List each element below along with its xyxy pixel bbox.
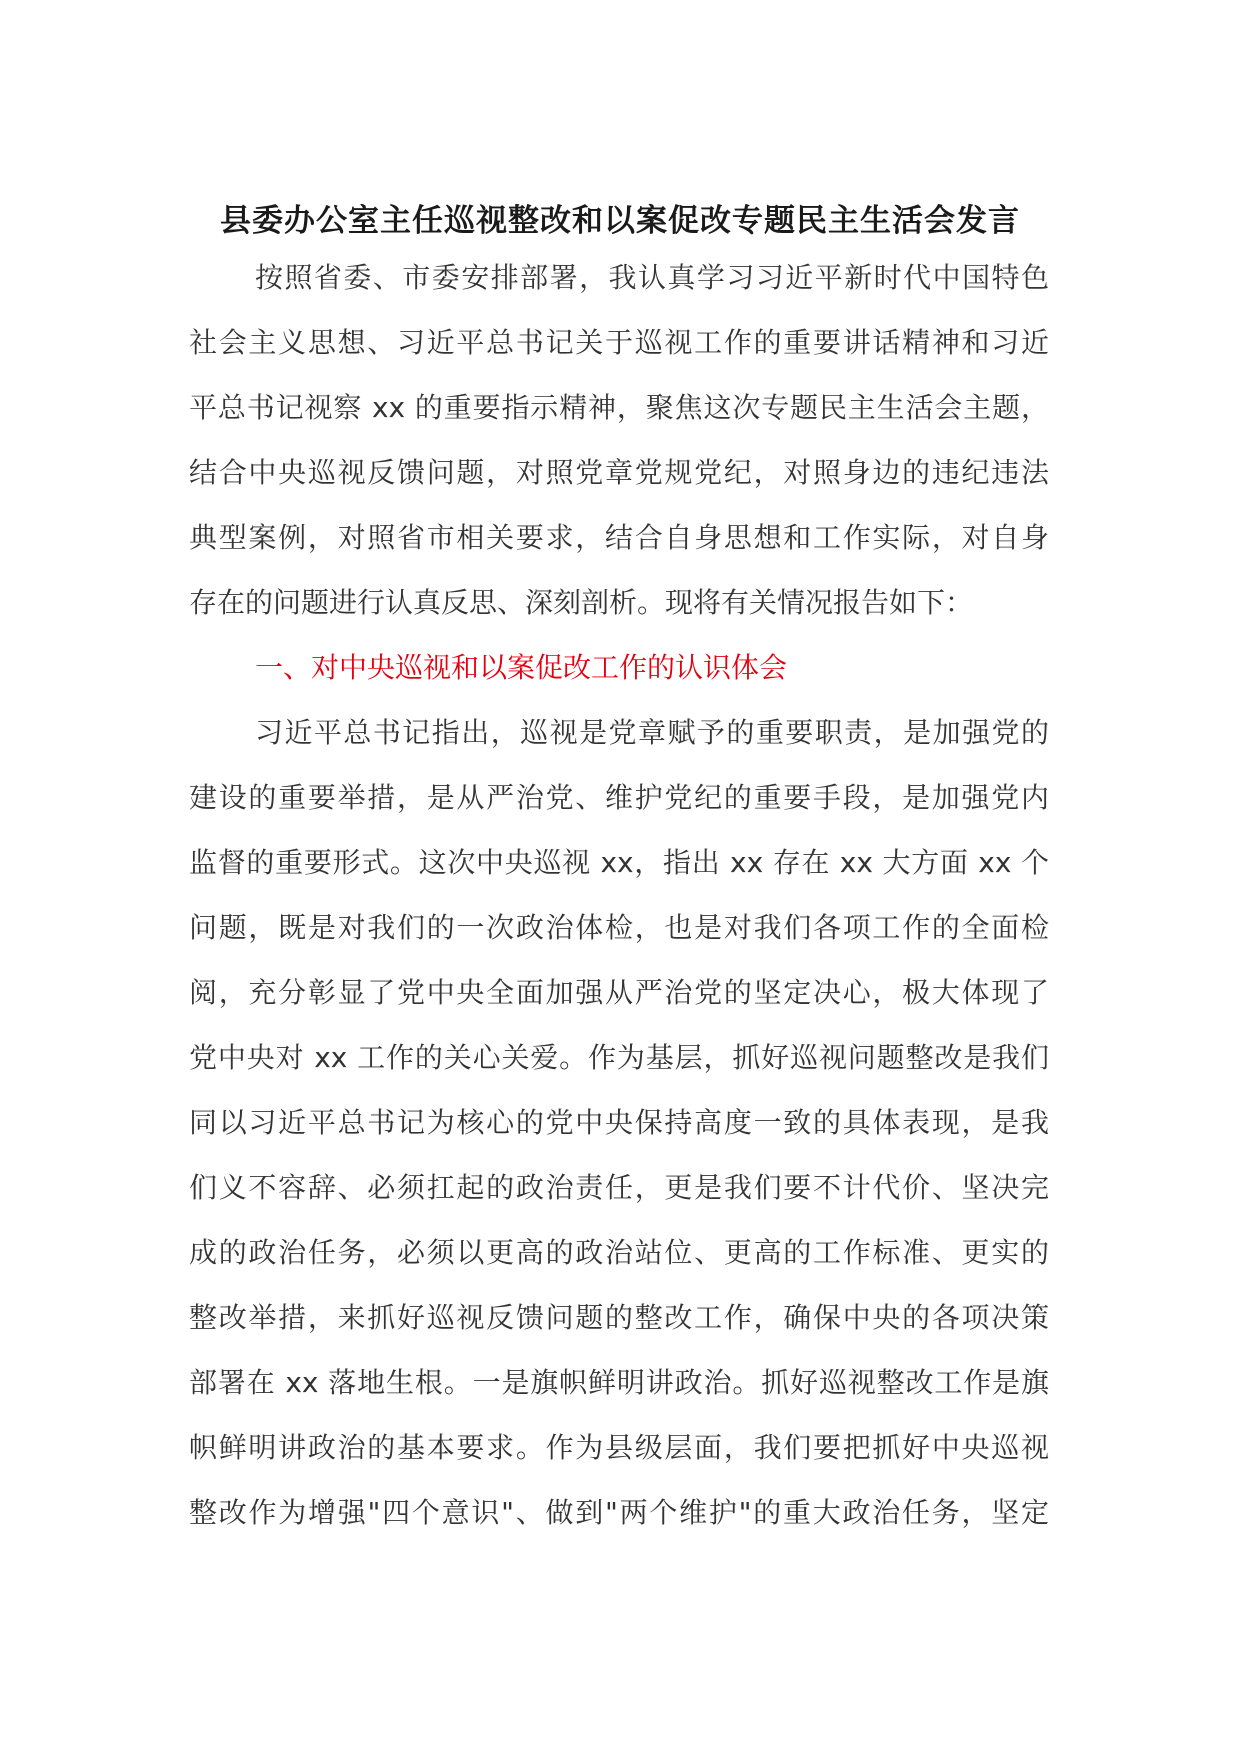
- text-line: 党中央对 xx 工作的关心关爱。作为基层，抓好巡视问题整改是我们: [189, 1041, 1049, 1074]
- text-line: 结合中央巡视反馈问题，对照党章党规党纪，对照身边的违纪违法: [189, 456, 1049, 489]
- text-line: 社会主义思想、习近平总书记关于巡视工作的重要讲话精神和习近: [189, 326, 1049, 359]
- text-line: 习近平总书记指出，巡视是党章赋予的重要职责，是加强党的: [255, 716, 1049, 749]
- text-line: 成的政治任务，必须以更高的政治站位、更高的工作标准、更实的: [189, 1236, 1049, 1269]
- text-line: 们义不容辞、必须扛起的政治责任，更是我们要不计代价、坚决完: [189, 1171, 1049, 1204]
- text-line: 同以习近平总书记为核心的党中央保持高度一致的具体表现，是我: [189, 1106, 1049, 1139]
- text-line: 问题，既是对我们的一次政治体检，也是对我们各项工作的全面检: [189, 911, 1049, 944]
- text-line: 阅，充分彰显了党中央全面加强从严治党的坚定决心，极大体现了: [189, 976, 1049, 1009]
- section-heading-container: [189, 635, 1049, 700]
- text-line: 建设的重要举措，是从严治党、维护党纪的重要手段，是加强党内: [189, 781, 1049, 814]
- text-line: 整改作为增强"四个意识"、做到"两个维护"的重大政治任务，坚定: [189, 1496, 1049, 1529]
- section1-paragraph: [189, 700, 1049, 1545]
- text-line: 帜鲜明讲政治的基本要求。作为县级层面，我们要把抓好中央巡视: [189, 1431, 1049, 1464]
- text-line: 存在的问题进行认真反思、深刻剖析。现将有关情况报告如下：: [189, 586, 974, 619]
- text-line: 整改举措，来抓好巡视反馈问题的整改工作，确保中央的各项决策: [189, 1301, 1049, 1334]
- text-line: 部署在 xx 落地生根。一是旗帜鲜明讲政治。抓好巡视整改工作是旗: [189, 1366, 1049, 1399]
- text-line: 平总书记视察 xx 的重要指示精神，聚焦这次专题民主生活会主题，: [189, 391, 1049, 424]
- text-line: 监督的重要形式。这次中央巡视 xx，指出 xx 存在 xx 大方面 xx 个: [189, 846, 1049, 879]
- document-title: 县委办公室主任巡视整改和以案促改专题民主生活会发言: [220, 203, 1020, 239]
- intro-paragraph: [189, 245, 1049, 635]
- text-line: 按照省委、市委安排部署，我认真学习习近平新时代中国特色: [255, 261, 1049, 294]
- section-heading: 一、对中央巡视和以案促改工作的认识体会: [255, 651, 788, 684]
- text-line: 典型案例，对照省市相关要求，结合自身思想和工作实际，对自身: [189, 521, 1049, 554]
